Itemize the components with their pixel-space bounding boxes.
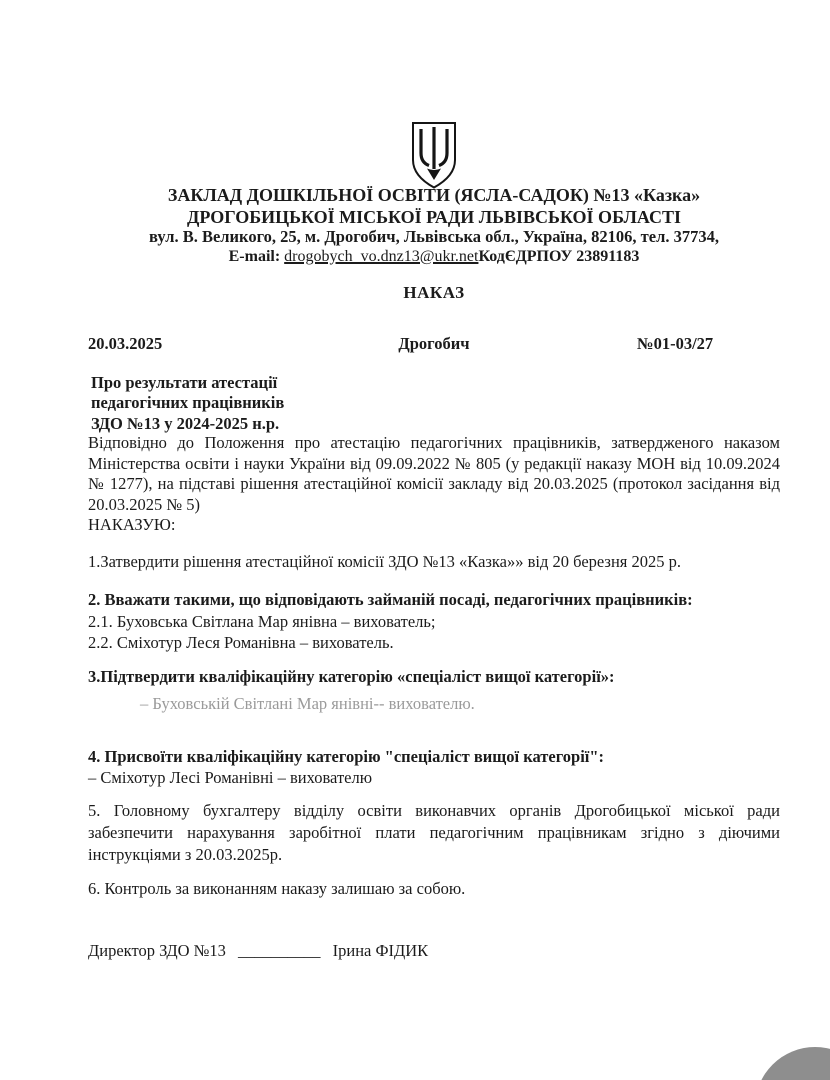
order-item-2 (88, 589, 780, 654)
order-item-5-text: 5. Головному бухгалтеру відділу освіти виконавчих органів Дрогобицької міської ради забезпечити нарахування заробітної плати педагогічним працівникам згідно з діючими інструкціями з 20.03.2025р. (88, 801, 780, 864)
signature-blank-line: __________ (238, 941, 321, 960)
organization-address: вул. В. Великого, 25, м. Дрогобич, Львівська обл., Україна, 82106, тел. 37734, (149, 227, 719, 246)
preamble-text: Відповідно до Положення про атестацію педагогічних працівників, затвердженого наказом Міністерства освіти і науки України від 09.09.2022 № 805 (у редакції наказу МОН від 10.09.2024 № 1277), на підставі рішення атестаційної комісії закладу від 20.03.2025 (протокол засідання від 20.03.2025 № 5) (88, 433, 780, 514)
order-item-2-sub-1: 2.1. Буховська Світлана Мар янівна – вихователь; (88, 611, 436, 631)
subject-line-2: педагогічних працівників (91, 393, 285, 413)
meta-row (88, 334, 780, 354)
organization-contacts (88, 247, 780, 267)
subject-block (88, 373, 783, 434)
email-label: E-mail: (228, 248, 285, 265)
signature-row (88, 941, 780, 961)
edrpou-code: КодЄДРПОУ 23891183 (478, 248, 640, 265)
order-number: №01-03/27 (637, 334, 714, 353)
order-item-2-sub-2: 2.2. Сміхотур Леся Романівна – вихователь. (88, 633, 394, 653)
preamble-block (88, 433, 780, 536)
signature-name: Ірина ФІДИК (332, 941, 429, 960)
scan-corner-artifact (755, 1047, 830, 1080)
order-item-5 (88, 800, 780, 866)
order-date: 20.03.2025 (88, 334, 163, 353)
organization-authority: ДРОГОБИЦЬКОЇ МІСЬКОЇ РАДИ ЛЬВІВСЬКОЇ ОБЛАСТІ (186, 207, 682, 227)
signature-role: Директор ЗДО №13 (88, 941, 226, 960)
order-item-2-heading: 2. Вважати такими, що відповідають займаній посаді, педагогічних працівників: (88, 590, 693, 609)
order-item-3-heading: 3.Підтвердити кваліфікаційну категорію «спеціаліст вищої категорії»: (88, 667, 615, 686)
subject-line-1: Про результати атестації (91, 373, 278, 392)
order-item-6: 6. Контроль за виконанням наказу залишаю за собою. (88, 879, 466, 898)
order-item-4-sub: – Сміхотур Лесі Романівні – вихователю (88, 768, 373, 787)
document-title: НАКАЗ (403, 283, 465, 302)
email-address: drogobych_vo.dnz13@ukr.net (284, 248, 479, 265)
subject-line-3: ЗДО №13 у 2024-2025 н.р. (91, 413, 280, 433)
order-city: Дрогобич (398, 334, 470, 353)
organization-name: ЗАКЛАД ДОШКІЛЬНОЇ ОСВІТИ (ЯСЛА-САДОК) №13 «Казка» (167, 185, 701, 205)
order-word: НАКАЗУЮ: (88, 515, 176, 535)
order-item-1: 1.Затвердити рішення атестаційної комісії ЗДО №13 «Казка»» від 20 березня 2025 р. (88, 552, 681, 571)
order-item-4-heading: 4. Присвоїти кваліфікаційну категорію "спеціаліст вищої категорії": (88, 747, 605, 766)
order-item-3-sub: – Буховській Світлані Мар янівні-- вихователю. (140, 694, 475, 713)
